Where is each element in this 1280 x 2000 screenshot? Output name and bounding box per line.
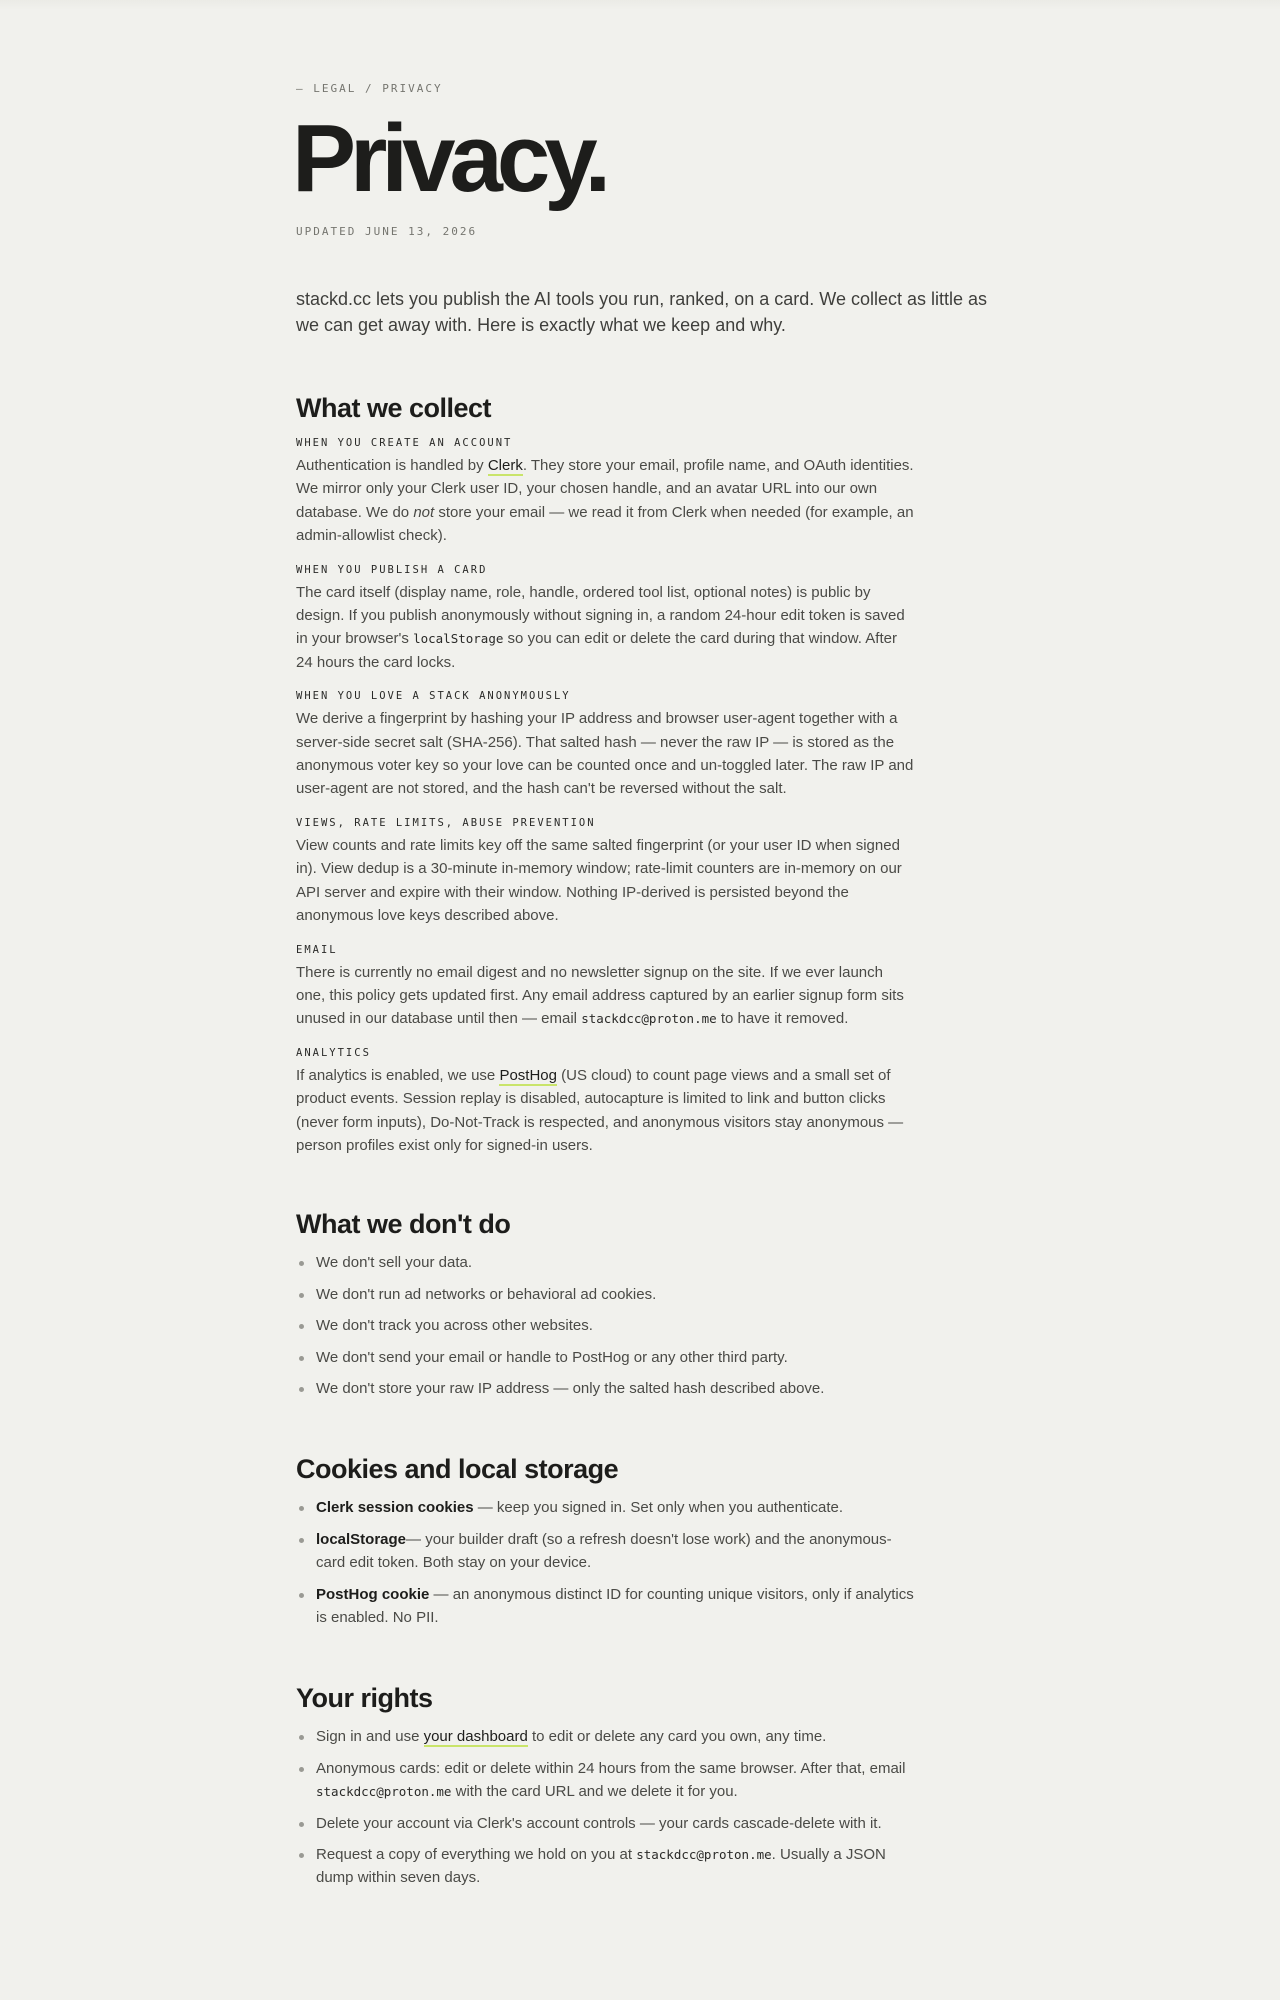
- text: to edit or delete any card you own, any time.: [527, 1728, 827, 1746]
- list-item: [296, 1583, 916, 1630]
- text: — an anonymous distinct ID for counting unique visitors, only if analytics is enabled. No PII.: [316, 1585, 914, 1626]
- section-heading-rights: Your rights: [296, 1683, 433, 1714]
- subheading-email: EMAIL: [296, 943, 338, 956]
- term: Clerk session cookies: [316, 1499, 474, 1517]
- section-heading-dont: What we don't do: [296, 1209, 511, 1240]
- text: Request a copy of everything we hold on you at: [316, 1846, 637, 1864]
- section-heading-cookies: Cookies and local storage: [296, 1454, 619, 1485]
- text: Anonymous cards: edit or delete within 24 hours from the same browser. After that, email: [316, 1759, 906, 1777]
- rights-list: [296, 1725, 916, 1889]
- list-item: We don't track you across other websites.: [296, 1314, 916, 1337]
- paragraph-views: View counts and rate limits key off the same salted fingerprint (or your user ID when signed in). View dedup is a 30-minute in-memory window; rate-limit counters are in-memory on our API server and expire with their window. Nothing IP-derived is persisted beyond the anonymous love keys described above.: [296, 836, 902, 925]
- list-item: [296, 1496, 916, 1519]
- text: The card itself (display name, role, handle, ordered tool list, optional notes) is public by design. If you publish anonymously without signing in, a random 24-hour edit token is saved in your browser's: [296, 583, 905, 648]
- breadcrumb: — LEGAL / PRIVACY: [296, 82, 443, 95]
- text: so you can edit or delete the card during that window. After 24 hours the card locks.: [296, 630, 897, 671]
- text: with the card URL and we delete it for you.: [451, 1783, 738, 1801]
- text: . Usually a JSON dump within seven days.: [316, 1846, 886, 1887]
- top-fade: [0, 0, 1280, 10]
- subheading-analytics: ANALYTICS: [296, 1046, 371, 1059]
- updated-date: UPDATED JUNE 13, 2026: [296, 225, 478, 238]
- dont-list: [296, 1251, 916, 1400]
- text: — your builder draft (so a refresh doesn't lose work) and the anonymous-card edit token. Both stay on your device.: [316, 1530, 892, 1572]
- emphasis: not: [413, 503, 435, 521]
- policy-content: [296, 391, 916, 1890]
- list-item: [296, 1528, 916, 1575]
- email-address: stackdcc@proton.me: [581, 1011, 717, 1027]
- text: . They store your email, profile name, and OAuth identities. We mirror only your Clerk user ID, your chosen handle, and an avatar URL into our own database. We do: [296, 457, 914, 521]
- list-item: We don't run ad networks or behavioral ad cookies.: [296, 1283, 916, 1306]
- text: — keep you signed in. Set only when you authenticate.: [473, 1499, 843, 1517]
- list-item: [296, 1725, 916, 1748]
- list-item: Delete your account via Clerk's account controls — your cards cascade-delete with it.: [296, 1812, 916, 1835]
- email-address: stackdcc@proton.me: [316, 1784, 452, 1800]
- email-address: stackdcc@proton.me: [636, 1847, 772, 1863]
- intro-paragraph: stackd.cc lets you publish the AI tools you run, ranked, on a card. We collect as little as we can get away with. Here is exactly what we keep and why.: [296, 289, 988, 335]
- paragraph-love: We derive a fingerprint by hashing your IP address and browser user-agent together with a server-side secret salt (SHA-256). That salted hash — never the raw IP — is stored as the anonymous voter key so your love can be counted once and un-toggled later. The raw IP and user-agent are not stored, and the hash can't be reversed without the salt.: [296, 710, 914, 798]
- paragraph-analytics: [296, 1064, 916, 1158]
- dashboard-link[interactable]: your dashboard: [423, 1728, 528, 1746]
- list-item: We don't store your raw IP address — only the salted hash described above.: [296, 1377, 916, 1400]
- list-item: We don't send your email or handle to PostHog or any other third party.: [296, 1346, 916, 1369]
- text: store your email — we read it from Clerk when needed (for example, an admin-allowlist check).: [296, 503, 914, 545]
- text: (US cloud) to count page views and a small set of product events. Session replay is disabled, autocapture is limited to link and button clicks (never form inputs), Do-Not-Track is respected, and anonymous visitors stay anonymous — person profiles exist only for signed-in users.: [296, 1066, 904, 1154]
- term: localStorage: [316, 1530, 407, 1548]
- paragraph-email: [296, 961, 916, 1031]
- cookies-list: [296, 1496, 916, 1629]
- posthog-link[interactable]: PostHog: [499, 1066, 557, 1084]
- subheading-love: WHEN YOU LOVE A STACK ANONYMOUSLY: [296, 690, 571, 703]
- text: Sign in and use: [316, 1728, 424, 1746]
- subheading-account: WHEN YOU CREATE AN ACCOUNT: [296, 437, 513, 449]
- text: Authentication is handled by: [296, 457, 488, 474]
- text: There is currently no email digest and no newsletter signup on the site. If we ever launch one, this policy gets updated first. Any email address captured by an earlier signup form sits unused in our database until then — email: [296, 963, 904, 1028]
- paragraph-account: [296, 454, 916, 548]
- subheading-views: VIEWS, RATE LIMITS, ABUSE PREVENTION: [296, 816, 596, 829]
- text: If analytics is enabled, we use: [296, 1066, 500, 1084]
- paragraph-publish: [296, 581, 916, 675]
- text: to have it removed.: [716, 1010, 849, 1028]
- term: PostHog cookie: [316, 1585, 430, 1603]
- list-item: [296, 1757, 916, 1804]
- clerk-link[interactable]: Clerk: [487, 457, 523, 474]
- list-item: [296, 1843, 916, 1890]
- code-localstorage: localStorage: [413, 631, 504, 647]
- subheading-publish: WHEN YOU PUBLISH A CARD: [296, 563, 488, 576]
- section-heading-collect: What we collect: [296, 393, 492, 423]
- page-title: Privacy.: [292, 105, 606, 212]
- list-item: We don't sell your data.: [296, 1251, 916, 1274]
